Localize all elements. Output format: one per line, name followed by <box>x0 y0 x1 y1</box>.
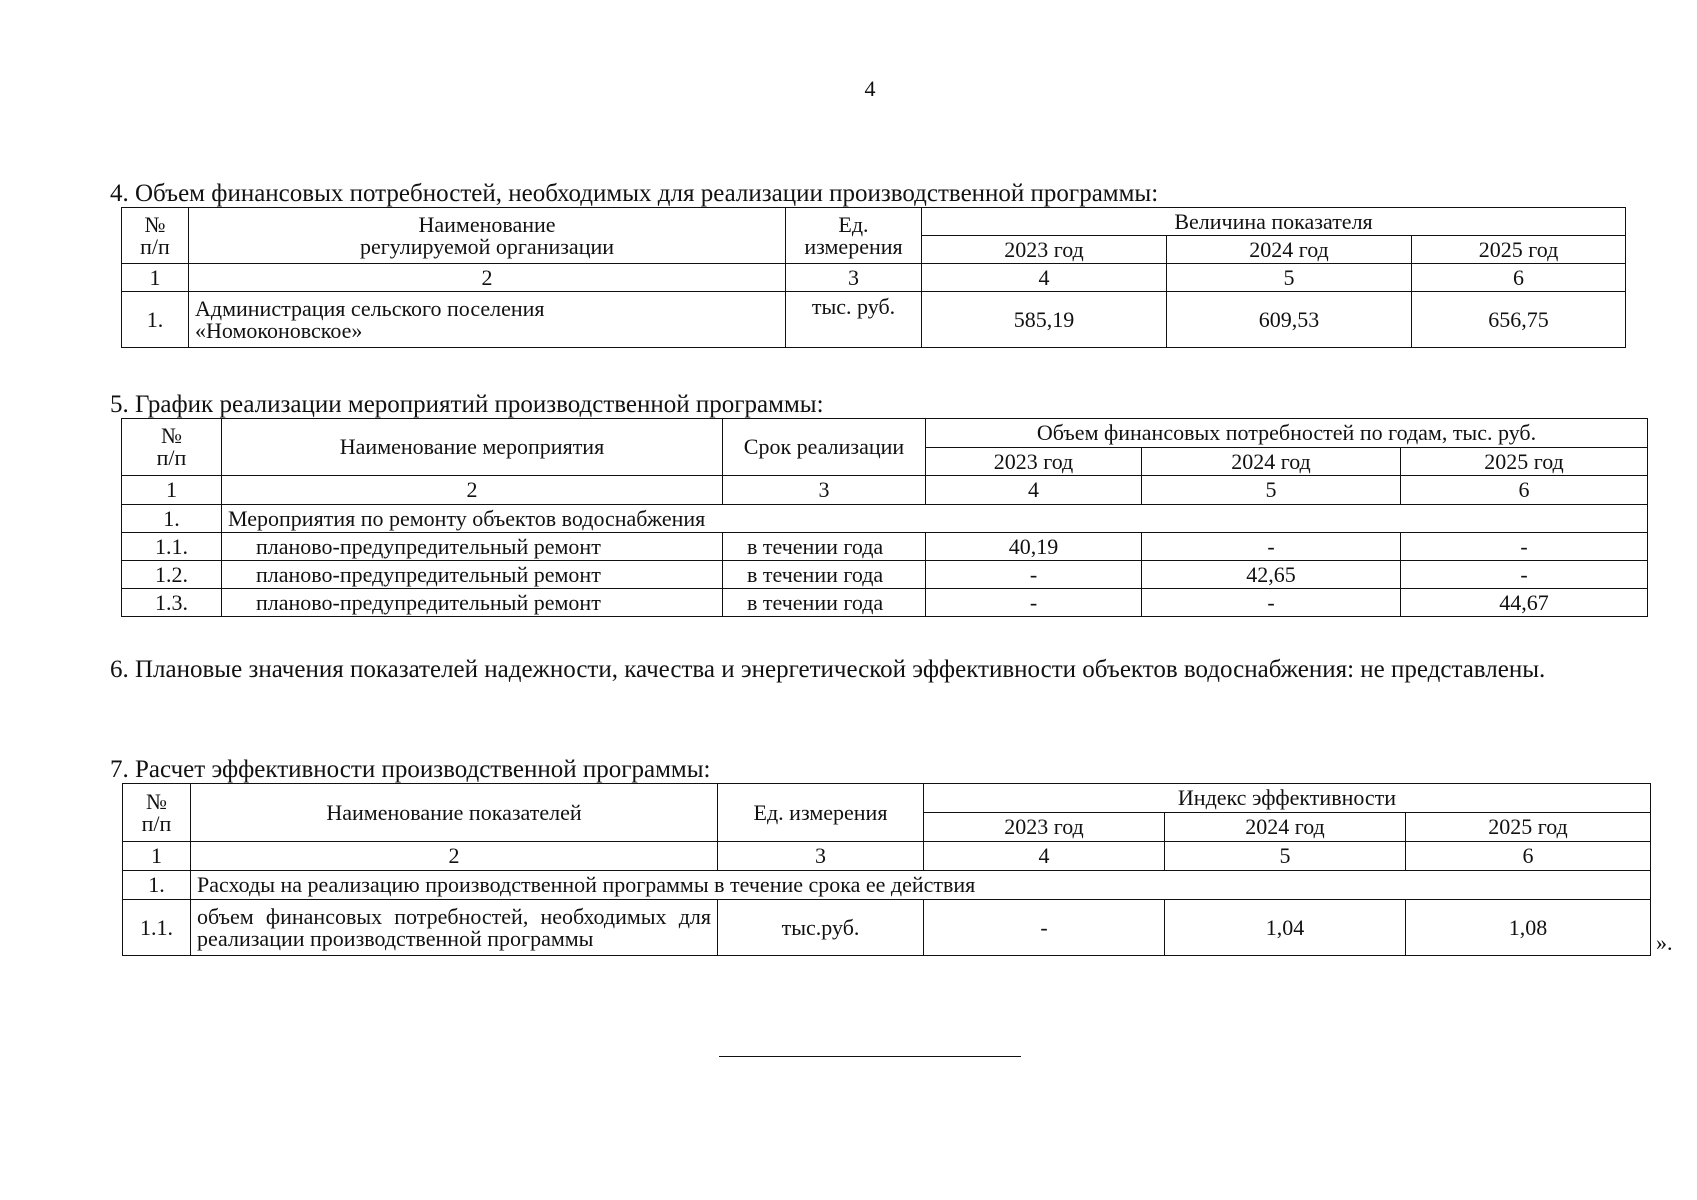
column-number: 4 <box>924 842 1165 871</box>
header-term: Срок реализации <box>723 419 926 476</box>
row-number: 1. <box>122 505 222 533</box>
value-2024: - <box>1142 589 1401 617</box>
activity-name: планово-предупредительный ремонт <box>222 561 723 589</box>
column-number: 3 <box>723 476 926 505</box>
value-2025: 656,75 <box>1412 292 1626 348</box>
row-number: 1.3. <box>122 589 222 617</box>
table-row <box>122 589 1648 617</box>
header-year-2023: 2023 год <box>926 448 1142 476</box>
column-number: 1 <box>123 842 191 871</box>
term: в течении года <box>723 533 926 561</box>
header-year-2024: 2024 год <box>1142 448 1401 476</box>
term: в течении года <box>723 561 926 589</box>
value-2023: - <box>926 561 1142 589</box>
column-number: 6 <box>1406 842 1651 871</box>
column-number: 3 <box>786 264 922 292</box>
header-unit: Ед. измерения <box>786 208 922 264</box>
header-efficiency-index: Индекс эффективности <box>924 784 1651 813</box>
header-number: № п/п <box>122 419 222 476</box>
group-name: Мероприятия по ремонту объектов водоснабжения <box>222 505 1648 533</box>
header-year-2024: 2024 год <box>1167 236 1412 264</box>
header-year-2025: 2025 год <box>1406 813 1651 842</box>
column-number: 6 <box>1401 476 1648 505</box>
value-2025: - <box>1401 533 1648 561</box>
column-number: 5 <box>1165 842 1406 871</box>
schedule-table <box>121 418 1648 617</box>
header-unit: Ед. измерения <box>718 784 924 842</box>
group-row <box>122 505 1648 533</box>
header-number: № п/п <box>122 208 189 264</box>
row-number: 1. <box>123 871 191 900</box>
section-7-title: 7. Расчет эффективности производственной программы: <box>110 756 711 783</box>
column-number: 5 <box>1167 264 1412 292</box>
header-year-2023: 2023 год <box>924 813 1165 842</box>
value-2023: - <box>924 900 1165 956</box>
value-2024: 42,65 <box>1142 561 1401 589</box>
column-number: 3 <box>718 842 924 871</box>
column-number: 6 <box>1412 264 1626 292</box>
column-number: 1 <box>122 476 222 505</box>
header-indicator-name: Наименование показателей <box>191 784 718 842</box>
value-2024: - <box>1142 533 1401 561</box>
column-number: 2 <box>191 842 718 871</box>
value-2024: 1,04 <box>1165 900 1406 956</box>
value-2025: - <box>1401 561 1648 589</box>
unit: тыс.руб. <box>718 900 924 956</box>
column-number: 2 <box>189 264 786 292</box>
value-2025: 44,67 <box>1401 589 1648 617</box>
unit: тыс. руб. <box>786 292 922 348</box>
section-4-title: 4. Объем финансовых потребностей, необходимых для реализации производственной программы: <box>110 180 1159 207</box>
page-number: 4 <box>864 76 876 101</box>
row-number: 1.1. <box>122 533 222 561</box>
activity-name: планово-предупредительный ремонт <box>222 589 723 617</box>
header-number: № п/п <box>123 784 191 842</box>
financial-needs-table <box>121 207 1626 348</box>
efficiency-table <box>122 783 1651 956</box>
header-activity-name: Наименование мероприятия <box>222 419 723 476</box>
header-year-2025: 2025 год <box>1412 236 1626 264</box>
header-year-2024: 2024 год <box>1165 813 1406 842</box>
header-year-2023: 2023 год <box>922 236 1167 264</box>
term: в течении года <box>723 589 926 617</box>
table-row <box>122 292 1626 348</box>
organization-name: Администрация сельского поселения «Номоконовское» <box>189 292 786 348</box>
header-year-2025: 2025 год <box>1401 448 1648 476</box>
section-6-text: 6. Плановые значения показателей надежности, качества и энергетической эффективности объектов водоснабжения: не представлены. <box>110 656 1546 683</box>
column-number: 2 <box>222 476 723 505</box>
header-organization-name: Наименование регулируемой организации <box>189 208 786 264</box>
section-5-title: 5. График реализации мероприятий производственной программы: <box>110 391 824 418</box>
value-2023: - <box>926 589 1142 617</box>
closing-quote: ». <box>1656 930 1673 955</box>
section-efficiency <box>110 757 1651 956</box>
row-number: 1. <box>122 292 189 348</box>
column-number: 4 <box>922 264 1167 292</box>
column-number: 4 <box>926 476 1142 505</box>
value-2024: 609,53 <box>1167 292 1412 348</box>
row-number: 1.2. <box>122 561 222 589</box>
section-financial-needs <box>110 181 1626 348</box>
indicator-name: объем финансовых потребностей, необходимых для реализации производственной программы <box>191 900 718 956</box>
group-row <box>123 871 1651 900</box>
table-row <box>122 533 1648 561</box>
group-name: Расходы на реализацию производственной программы в течение срока ее действия <box>191 871 1651 900</box>
column-number: 1 <box>122 264 189 292</box>
column-number-row <box>122 476 1648 505</box>
row-number: 1.1. <box>123 900 191 956</box>
column-number: 5 <box>1142 476 1401 505</box>
header-financial-needs-by-year: Объем финансовых потребностей по годам, тыс. руб. <box>926 419 1648 448</box>
section-schedule <box>110 392 1648 617</box>
bottom-rule <box>719 1056 1021 1057</box>
table-row <box>123 900 1651 956</box>
value-2023: 585,19 <box>922 292 1167 348</box>
header-indicator-value: Величина показателя <box>922 208 1626 236</box>
table-row <box>122 561 1648 589</box>
value-2025: 1,08 <box>1406 900 1651 956</box>
activity-name: планово-предупредительный ремонт <box>222 533 723 561</box>
value-2023: 40,19 <box>926 533 1142 561</box>
column-number-row <box>122 264 1626 292</box>
column-number-row <box>123 842 1651 871</box>
